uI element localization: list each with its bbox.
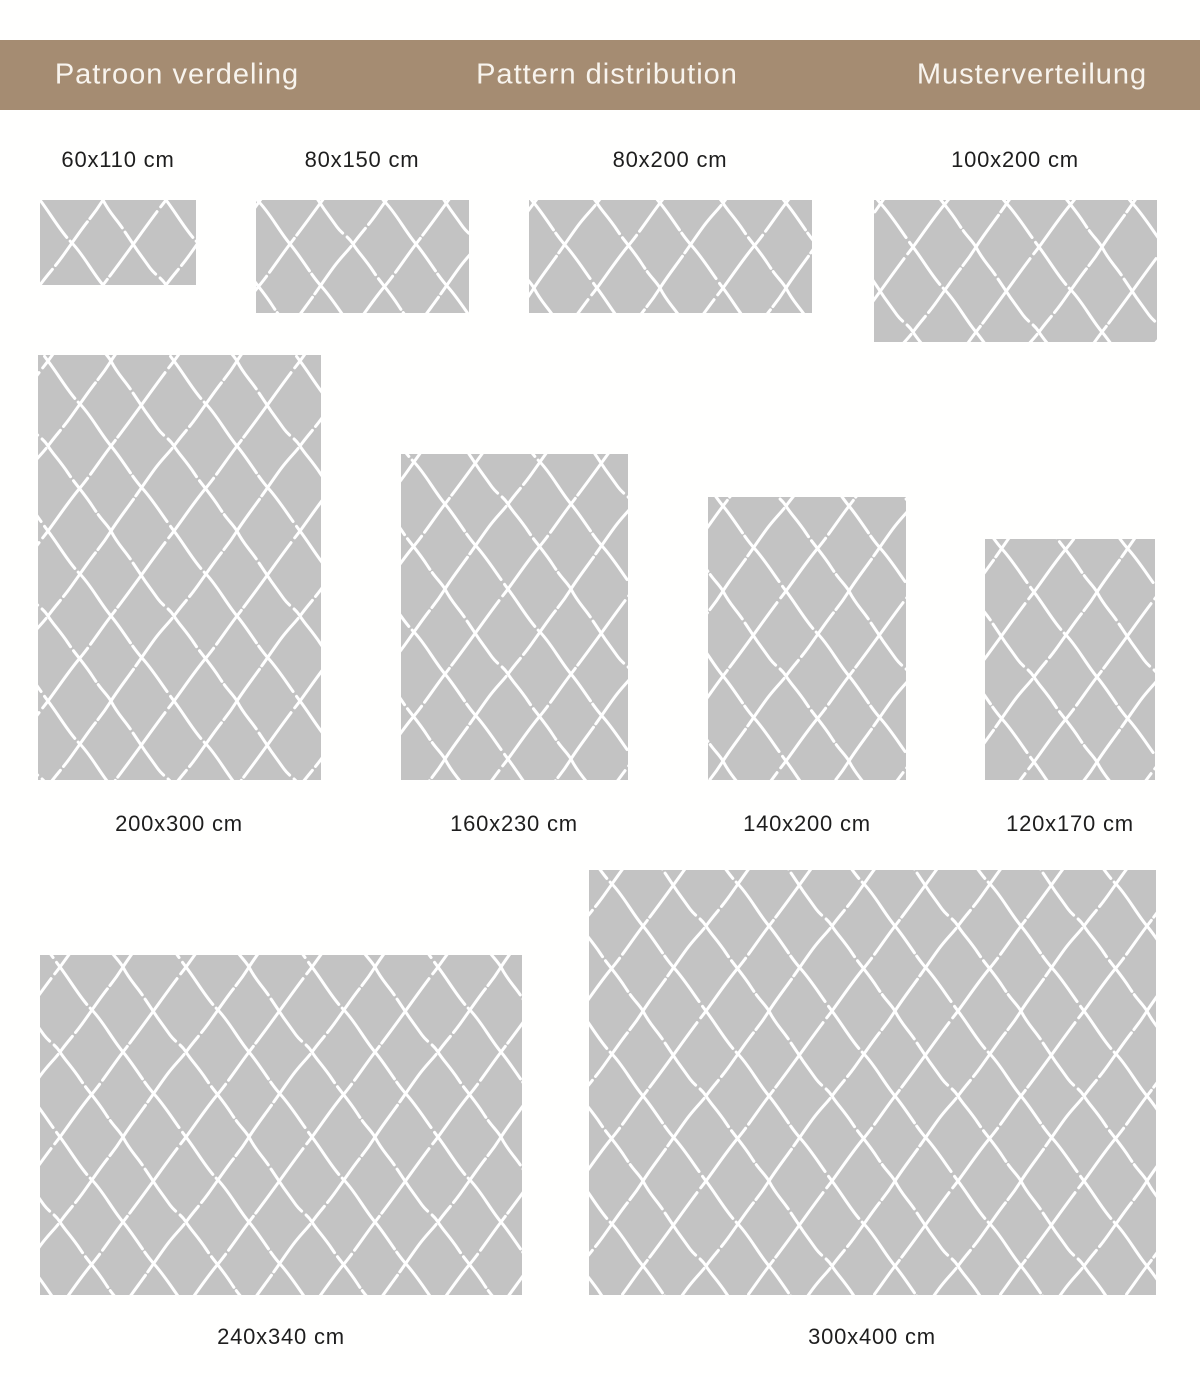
rug-pattern-graphic xyxy=(40,200,196,285)
rug-swatch-300x400-cm xyxy=(589,870,1156,1295)
rug-pattern-graphic xyxy=(589,870,1156,1295)
rug-swatch-140x200-cm xyxy=(708,497,906,780)
rug-swatch-240x340-cm xyxy=(40,955,522,1295)
size-label-60x110-cm: 60x110 cm xyxy=(61,147,175,172)
size-label-80x150-cm: 80x150 cm xyxy=(304,147,420,172)
size-label-120x170-cm: 120x170 cm xyxy=(1006,811,1134,836)
rug-swatch-200x300-cm xyxy=(38,355,321,780)
header-title-english: Pattern distribution xyxy=(476,58,738,91)
rug-pattern-graphic xyxy=(708,497,906,780)
rug-pattern-graphic xyxy=(401,454,628,780)
rug-swatch-160x230-cm xyxy=(401,454,628,780)
rug-swatch-60x110-cm xyxy=(40,200,196,285)
size-label-80x200-cm: 80x200 cm xyxy=(612,147,728,172)
rug-pattern-graphic xyxy=(38,355,321,780)
header-title-german: Musterverteilung xyxy=(916,58,1148,91)
rug-swatch-80x200-cm xyxy=(529,200,812,313)
rug-swatch-80x150-cm xyxy=(256,200,469,313)
size-label-300x400-cm: 300x400 cm xyxy=(808,1324,936,1349)
header-title-dutch: Patroon verdeling xyxy=(54,58,300,91)
size-label-140x200-cm: 140x200 cm xyxy=(743,811,871,836)
size-label-160x230-cm: 160x230 cm xyxy=(450,811,578,836)
size-label-200x300-cm: 200x300 cm xyxy=(115,811,243,836)
rug-pattern-graphic xyxy=(40,955,522,1295)
rug-pattern-graphic xyxy=(874,200,1157,342)
rug-pattern-graphic xyxy=(529,200,812,313)
size-label-240x340-cm: 240x340 cm xyxy=(217,1324,345,1349)
rug-pattern-graphic xyxy=(985,539,1155,780)
header-bar xyxy=(0,40,1200,110)
size-label-100x200-cm: 100x200 cm xyxy=(951,147,1079,172)
rug-swatch-100x200-cm xyxy=(874,200,1157,342)
rug-swatch-120x170-cm xyxy=(985,539,1155,780)
rug-pattern-graphic xyxy=(256,200,469,313)
